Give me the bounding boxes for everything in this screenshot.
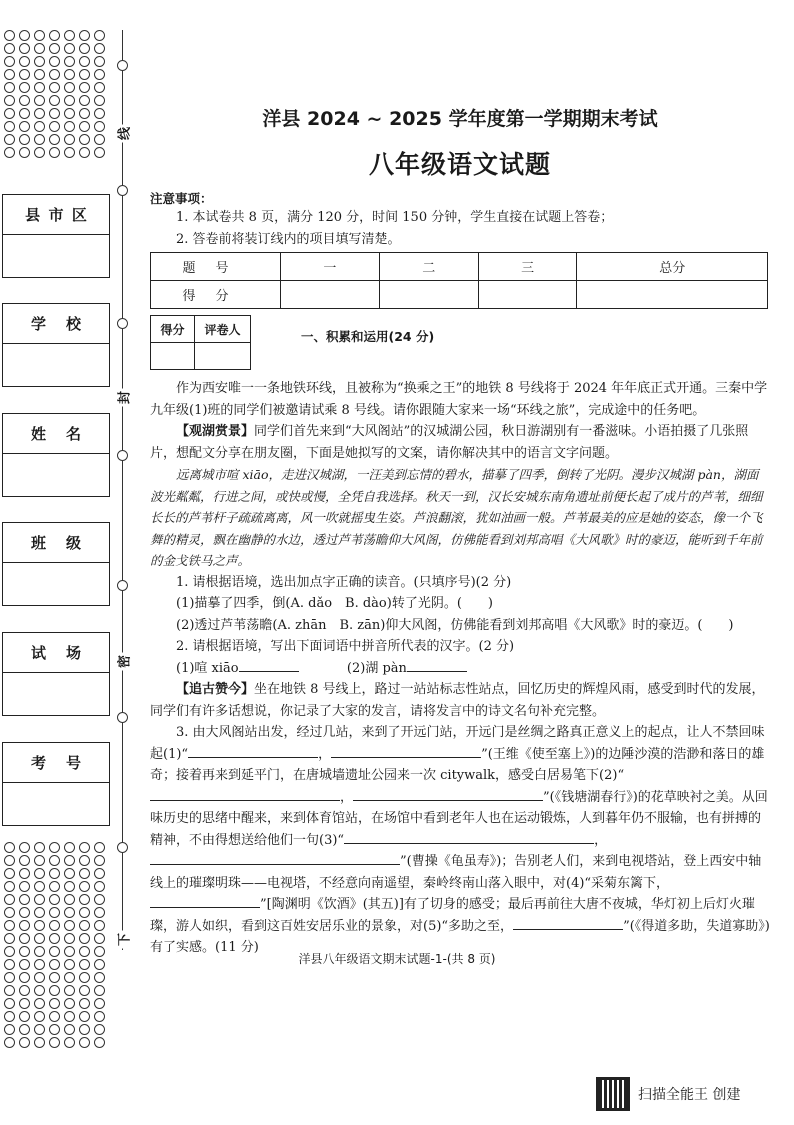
binding-dot (64, 121, 75, 132)
page-footer: 洋县八年级语文期末试题-1-(共 8 页) (298, 952, 496, 966)
question-1: 1. 请根据语境，选出加点字正确的读音。(只填序号)(2 分) (176, 574, 512, 590)
binding-dot (49, 1024, 60, 1035)
binding-dot (94, 108, 105, 119)
binding-mark: 密 (114, 653, 133, 671)
binding-dot (19, 894, 30, 905)
binding-dot (49, 147, 60, 158)
binding-dot (49, 894, 60, 905)
binding-dot (4, 920, 15, 931)
binding-dot (64, 1024, 75, 1035)
binding-dot (64, 842, 75, 853)
score-cell[interactable] (379, 281, 478, 309)
field-label: 场 (65, 644, 81, 662)
binding-dot (34, 147, 45, 158)
binding-mark: 下 (114, 931, 133, 949)
score-header-cell: 题号 (151, 253, 281, 281)
question-3-text: ”(王维《使至塞上》)的边陲沙漠的浩渺和落日的雄奇；接着再来到延平门，在唐城墙遗址公园来一次 citywalk，感受白居易笔下(2)“ (150, 746, 765, 783)
binding-dot (19, 972, 30, 983)
binding-dot (34, 998, 45, 1009)
binding-dot (94, 69, 105, 80)
binding-dot (79, 855, 90, 866)
binding-dot (19, 108, 30, 119)
answer-blank[interactable] (407, 658, 467, 672)
binding-line (122, 30, 123, 950)
binding-dot (94, 56, 105, 67)
binding-dot (79, 147, 90, 158)
binding-dot (4, 881, 15, 892)
binding-dot (19, 1024, 30, 1035)
binding-dot (79, 56, 90, 67)
binding-dot (4, 121, 15, 132)
binding-dot (79, 121, 90, 132)
binding-dot (34, 985, 45, 996)
binding-dot (94, 1037, 105, 1048)
binding-dot (19, 1011, 30, 1022)
score-table (150, 252, 768, 309)
binding-dot (19, 95, 30, 106)
binding-dot (34, 1011, 45, 1022)
binding-dot (64, 920, 75, 931)
binding-dot (34, 868, 45, 879)
binding-dot (64, 855, 75, 866)
binding-dot (94, 972, 105, 983)
grader-cell[interactable] (151, 343, 195, 370)
binding-dot (34, 920, 45, 931)
binding-dot (19, 30, 30, 41)
score-header-cell: 总分 (577, 253, 768, 281)
binding-dot (19, 56, 30, 67)
binding-dot (49, 933, 60, 944)
binding-hole (117, 60, 128, 71)
binding-dot (79, 43, 90, 54)
question-3-text: 3. 由大风阁站出发，经过几站，来到了开远门站，开远门是丝绸之路真正意义上的起点，让人不禁回味起(1)“ (150, 725, 765, 762)
binding-dot (49, 998, 60, 1009)
binding-dot (19, 43, 30, 54)
part1-tag: 【观湖赏景】 (176, 424, 255, 439)
binding-dot (64, 69, 75, 80)
binding-dot (34, 82, 45, 93)
binding-dot (4, 95, 15, 106)
exam-page (150, 100, 770, 959)
binding-dot (19, 69, 30, 80)
binding-dot (79, 907, 90, 918)
binding-dot (34, 108, 45, 119)
binding-dot (94, 920, 105, 931)
binding-dot (79, 972, 90, 983)
grader-table (150, 315, 251, 370)
binding-dot (19, 920, 30, 931)
binding-dot (34, 30, 45, 41)
binding-dot (4, 868, 15, 879)
binding-hole (117, 450, 128, 461)
field-label: 试 (30, 644, 46, 662)
binding-dot (64, 95, 75, 106)
binding-dot (4, 134, 15, 145)
binding-hole (117, 842, 128, 853)
question-2-b: (2)湖 pàn (346, 660, 407, 676)
binding-dot (94, 30, 105, 41)
binding-dot (19, 855, 30, 866)
binding-dot (79, 894, 90, 905)
binding-dot (64, 998, 75, 1009)
question-3-text: ”[陶渊明《饮酒》(其五)]有了切身的感受；最后再前往大唐不夜城，华灯初上后灯火璀璨，游人如织，看到这百姓安居乐业的景象，对(5)“多助之至， (150, 897, 755, 934)
qr-code-icon (596, 1077, 630, 1111)
score-cell[interactable] (478, 281, 577, 309)
binding-dot (64, 894, 75, 905)
binding-dot (79, 998, 90, 1009)
grader-cell[interactable] (195, 343, 251, 370)
binding-dot (19, 998, 30, 1009)
answer-blank[interactable] (239, 658, 299, 672)
binding-dot (49, 43, 60, 54)
question-3-text: ”(曹操《龟虽寿》)；告别老人们，来到电视塔站，登上西安中轴线上的璀璨明珠——电视塔，不经意向南遥望，秦岭终南山落入眼中，对(4)“采菊东篱下， (150, 854, 762, 891)
binding-dot (19, 147, 30, 158)
binding-hole (117, 185, 128, 196)
binding-dot (19, 933, 30, 944)
passage: 远离城市喧 xiāo，走进汉城湖，一汪美到忘情的碧水，描摹了四季，倒转了光阴。漫步汉城湖 pàn，湖面波光粼粼，行进之间，或快或慢，全凭自我选择。秋天一到，汉长安城东南角遗址前便长起了成片的芦苇，细细长长的芦苇杆子疏疏离离，风一吹就摇曳生姿。芦浪翻滚，犹如油画一般。芦苇最美的应是她的姿态，像一个飞舞的精灵，飘在幽静的水边，透过芦苇荡瞻仰大风阁，仿佛能看到刘邦高唱《大风歌》时的豪迈，能听到千年前的金戈铁马之声。 (150, 467, 763, 568)
question-2-answers (150, 658, 770, 680)
binding-dot (64, 30, 75, 41)
binding-dot (64, 147, 75, 158)
part2-paragraph (150, 679, 770, 722)
binding-dot (49, 868, 60, 879)
class-field[interactable] (2, 522, 110, 606)
binding-dot (34, 1024, 45, 1035)
binding-dot (79, 868, 90, 879)
binding-dot (94, 121, 105, 132)
binding-dot (94, 868, 105, 879)
binding-dot (34, 43, 45, 54)
binding-hole (117, 318, 128, 329)
binding-hole (117, 580, 128, 591)
score-cell[interactable] (577, 281, 768, 309)
binding-dot (64, 881, 75, 892)
binding-dot (4, 43, 15, 54)
binding-dot (34, 855, 45, 866)
binding-dot (79, 1024, 90, 1035)
binding-dot (49, 842, 60, 853)
exam-number-field[interactable] (2, 742, 110, 826)
binding-dot (64, 134, 75, 145)
binding-dot (64, 43, 75, 54)
binding-dots-bottom (4, 842, 112, 1048)
binding-dot (79, 933, 90, 944)
binding-hole (117, 712, 128, 723)
binding-dot (49, 121, 60, 132)
binding-dot (94, 95, 105, 106)
grader-label: 评卷人 (195, 316, 251, 343)
binding-dot (64, 108, 75, 119)
watermark-text: 扫描全能王 创建 (638, 1087, 741, 1103)
binding-dot (49, 1011, 60, 1022)
answer-blank[interactable] (150, 851, 400, 865)
binding-dot (4, 147, 15, 158)
binding-dot (79, 108, 90, 119)
binding-dot (4, 998, 15, 1009)
binding-dot (79, 69, 90, 80)
binding-dot (49, 95, 60, 106)
field-label: 学 (30, 315, 46, 333)
score-header-cell: 二 (379, 253, 478, 281)
binding-dot (94, 855, 105, 866)
binding-dot (94, 842, 105, 853)
binding-dot (34, 881, 45, 892)
field-label: 校 (65, 315, 81, 333)
binding-dot (34, 121, 45, 132)
binding-dot (49, 855, 60, 866)
binding-dot (79, 1037, 90, 1048)
binding-dot (64, 1011, 75, 1022)
binding-dot (94, 933, 105, 944)
field-label: 姓 (30, 425, 46, 443)
binding-dot (49, 985, 60, 996)
binding-dot (19, 881, 30, 892)
binding-dot (4, 1011, 15, 1022)
binding-dot (49, 30, 60, 41)
binding-dot (4, 972, 15, 983)
binding-dot (4, 985, 15, 996)
score-header-cell: 三 (478, 253, 577, 281)
notice-item: 2. 答卷前将装订线内的项目填写清楚。 (176, 231, 401, 247)
binding-dot (49, 69, 60, 80)
answer-blank[interactable] (344, 830, 594, 844)
score-header-cell: 一 (281, 253, 380, 281)
intro-paragraph: 作为西安唯一一条地铁环线，且被称为“换乘之王”的地铁 8 号线将于 2024 年年底正式开通。三秦中学九年级(1)班的同学们被邀请试乘 8 号线。请你跟随大家来一场“环线之旅”，完成途中的任务吧。 (150, 381, 768, 418)
answer-blank[interactable] (188, 744, 318, 758)
field-label: 市 (48, 206, 64, 224)
binding-dot (79, 985, 90, 996)
exam-title: 洋县 2024 ~ 2025 学年度第一学期期末考试 (262, 108, 658, 130)
school-field[interactable] (2, 303, 110, 387)
field-label: 号 (65, 754, 81, 772)
binding-dot (4, 82, 15, 93)
binding-dot (94, 147, 105, 158)
answer-blank[interactable] (513, 916, 623, 930)
binding-dot (49, 82, 60, 93)
binding-dot (94, 1011, 105, 1022)
binding-dot (4, 907, 15, 918)
exam-subtitle: 八年级语文试题 (368, 150, 551, 179)
question-3-text: ”(《得道多助，失道寡助》)有了实感。(11 分) (150, 918, 770, 955)
binding-dot (64, 972, 75, 983)
binding-dot (4, 855, 15, 866)
binding-dot (49, 1037, 60, 1048)
binding-dot (4, 1024, 15, 1035)
binding-dot (19, 985, 30, 996)
binding-dot (34, 907, 45, 918)
binding-dot (49, 134, 60, 145)
section-title: 一、积累和运用(24 分) (301, 328, 435, 344)
scanner-watermark (596, 1077, 740, 1111)
binding-dot (19, 907, 30, 918)
binding-dot (94, 985, 105, 996)
binding-dot (19, 868, 30, 879)
binding-dot (64, 907, 75, 918)
binding-dot (49, 108, 60, 119)
binding-dot (49, 972, 60, 983)
binding-dot (19, 1037, 30, 1048)
binding-dot (34, 933, 45, 944)
binding-dot (64, 56, 75, 67)
binding-dot (34, 69, 45, 80)
field-label: 县 (25, 206, 41, 224)
question-3-text: ”(《钱塘湖春行》)的花草映衬之美。从回味历史的思绪中醒来，来到体育馆站，在场馆中看到老年人也在运动锻炼，人到暮年仍不服输，也有拼搏的精神，不由得想送给他们一句(3)“ (150, 789, 768, 848)
binding-dot (49, 56, 60, 67)
binding-dot (34, 1037, 45, 1048)
field-label: 名 (65, 425, 81, 443)
part1-paragraph (150, 421, 770, 464)
binding-dot (19, 82, 30, 93)
binding-dot (34, 134, 45, 145)
score-row-label: 得分 (151, 281, 281, 309)
binding-dot (19, 842, 30, 853)
binding-dot (64, 985, 75, 996)
question-2: 2. 请根据语境，写出下面词语中拼音所代表的汉字。(2 分) (176, 639, 515, 654)
binding-dot (94, 894, 105, 905)
part2-tag: 【追古赞今】 (176, 682, 255, 697)
binding-dot (64, 82, 75, 93)
binding-dot (4, 842, 15, 853)
binding-dot (34, 95, 45, 106)
grader-label: 得分 (151, 316, 195, 343)
binding-dot (49, 920, 60, 931)
binding-dot (34, 56, 45, 67)
binding-dot (79, 920, 90, 931)
field-label: 区 (71, 206, 87, 224)
binding-dot (64, 933, 75, 944)
binding-dot (94, 907, 105, 918)
name-field[interactable] (2, 413, 110, 497)
binding-dot (79, 134, 90, 145)
answer-blank[interactable] (353, 787, 543, 801)
part1-text: 同学们首先来到“大风阁站”的汉城湖公园，秋日游湖别有一番滋味。小语拍摄了几张照片，想配文分享在朋友圈，下面是她拟写的文案，请你解决其中的语言文字问题。 (150, 424, 749, 461)
binding-dot (19, 121, 30, 132)
binding-dot (49, 881, 60, 892)
county-field[interactable] (2, 194, 110, 278)
field-label: 考 (30, 754, 46, 772)
score-cell[interactable] (281, 281, 380, 309)
question-3: 3. 由大风阁站出发，经过几站，来到了开远门站，开远门是丝绸之路真正意义上的起点，让人不禁回味起(1)“ ， ”(王维《使至塞上》)的边陲沙漠的浩渺和落日的雄奇；接着再来到延平门，在唐城墙遗址公园来一次 citywalk，感受白居易笔下(2)“， ”(《钱塘湖春行》)的花草映衬之美。从回味历史的思绪中醒来，来到体育馆站，在场馆中看到老年人也在运动锻炼，人到暮年仍不服输，也有拼搏的精神，不由得想送给他们一句(3)“ ，”(曹操《龟虽寿》)；告别老人们，来到电视塔站，登上西安中轴线上的璀璨明珠——电视塔，不经意向南遥望，秦岭终南山落入眼中，对(4)“采菊东篱下，”[陶渊明《饮酒》(其五)]有了切身的感受；最后再前往大唐不夜城，华灯初上后灯火璀璨，游人如织，看到这百姓安居乐业的景象，对(5)“多助之至， ”(《得道多助，失道寡助》)有了实感。(11 分) (150, 725, 770, 955)
answer-blank[interactable] (150, 894, 260, 908)
binding-dot (94, 998, 105, 1009)
notice-item: 1. 本试卷共 8 页，满分 120 分，时间 150 分钟，学生直接在试题上答卷； (176, 210, 614, 225)
field-label: 班 (30, 534, 46, 552)
binding-dot (34, 894, 45, 905)
question-1-b: (2)透过芦苇荡瞻(A. zhān B. zān)仰大风阁，仿佛能看到刘邦高唱《大风歌》时的豪迈。( ) (176, 617, 734, 633)
binding-dot (4, 894, 15, 905)
answer-blank[interactable] (150, 787, 340, 801)
binding-dot (34, 842, 45, 853)
binding-dot (94, 1024, 105, 1035)
binding-dot (4, 933, 15, 944)
binding-dot (94, 43, 105, 54)
binding-dot (79, 30, 90, 41)
binding-dot (94, 881, 105, 892)
binding-dot (4, 30, 15, 41)
binding-dot (64, 1037, 75, 1048)
binding-dot (79, 842, 90, 853)
binding-mark: 线 (114, 125, 133, 143)
binding-dot (4, 56, 15, 67)
notice-heading: 注意事项： (150, 191, 213, 206)
binding-mark: 封 (114, 389, 133, 407)
binding-dot (94, 82, 105, 93)
binding-dot (4, 108, 15, 119)
question-2-a: (1)喧 xiāo (176, 660, 239, 676)
part2-text: 坐在地铁 8 号线上，路过一站站标志性站点，回忆历史的辉煌风雨，感受到时代的发展，同学们有许多话想说，你记录了大家的发言，请将发言中的诗文名句补充完整。 (150, 682, 765, 719)
binding-dot (79, 95, 90, 106)
binding-dot (79, 881, 90, 892)
section-header (150, 315, 770, 370)
binding-dot (34, 972, 45, 983)
question-1-a: (1)描摹了四季，倒(A. dǎo B. dào)转了光阴。( ) (176, 596, 493, 611)
binding-dot (79, 1011, 90, 1022)
answer-blank[interactable] (331, 744, 481, 758)
exam-room-field[interactable] (2, 632, 110, 716)
binding-dot (19, 134, 30, 145)
binding-dot (49, 907, 60, 918)
binding-dot (79, 82, 90, 93)
binding-dot (64, 868, 75, 879)
binding-dot (94, 134, 105, 145)
binding-dot (4, 69, 15, 80)
binding-dot (4, 1037, 15, 1048)
binding-dots-top (4, 30, 112, 158)
field-label: 级 (65, 534, 81, 552)
